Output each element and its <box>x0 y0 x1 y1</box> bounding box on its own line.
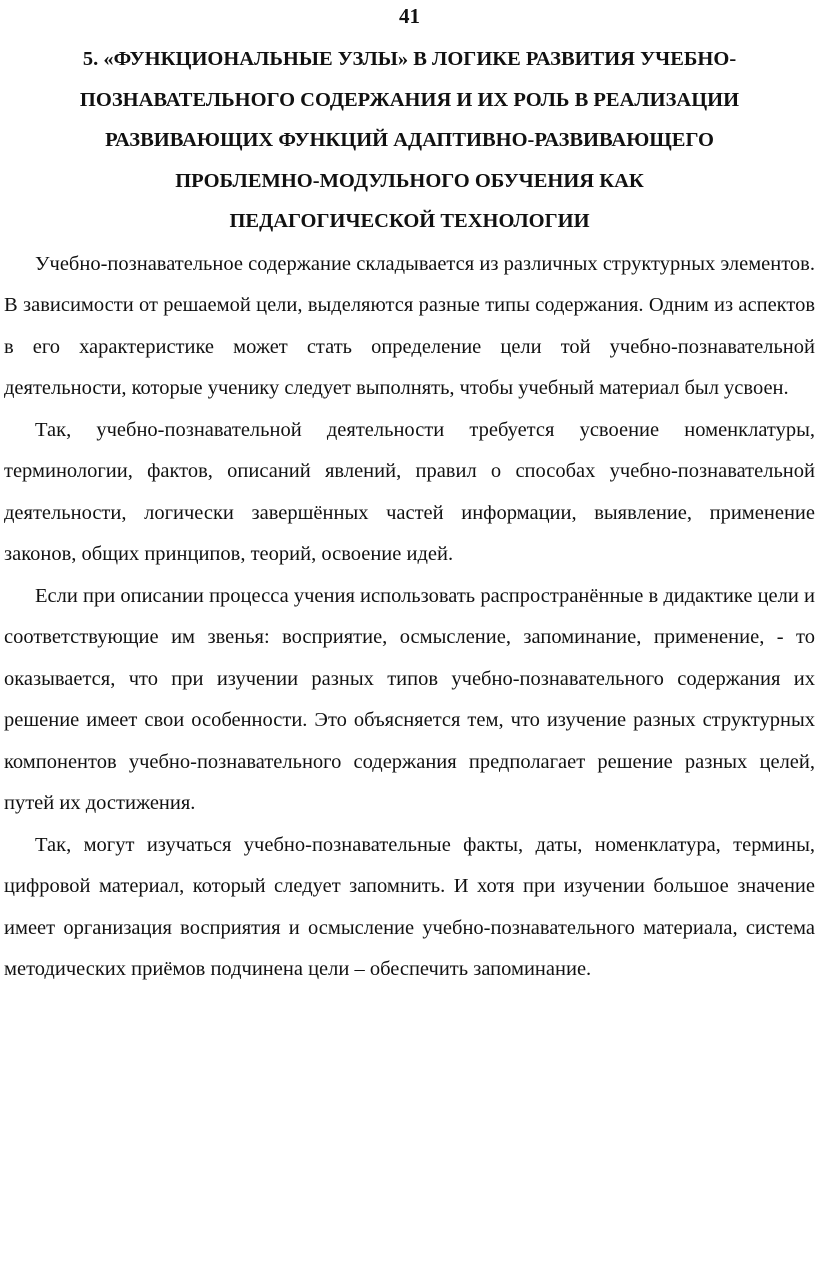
heading-line: ПОЗНАВАТЕЛЬНОГО СОДЕРЖАНИЯ И ИХ РОЛЬ В РЕАЛИЗАЦИИ <box>79 88 740 111</box>
heading-line: ПРОБЛЕМНО-МОДУЛЬНОГО ОБУЧЕНИЯ КАК <box>175 169 644 192</box>
page-number: 41 <box>399 4 420 28</box>
body-paragraph: Если при описании процесса учения использовать распространённые в дидактике цели и соответствующие им звенья: восприятие, осмысление, запоминание, применение, - то оказывается, что при изучении разных типов учебно-познавательного содержания их решение имеет свои особенности. Это объясняется тем, что изучение разных структурных компонентов учебно-познавательного содержания предполагает решение разных целей, путей их достижения. <box>4 584 815 814</box>
body-paragraph: Так, могут изучаться учебно-познавательные факты, даты, номенклатура, термины, цифровой материал, который следует запомнить. И хотя при изучении большое значение имеет организация восприятия и осмысление учебно-познавательного материала, система методических приёмов подчинена цели – обеспечить запоминание. <box>4 833 815 980</box>
body-paragraph: Так, учебно-познавательной деятельности требуется усвоение номенклатуры, терминологии, фактов, описаний явлений, правил о способах учебно-познавательной деятельности, логически завершённых частей информации, выявление, применение законов, общих принципов, теорий, освоение идей. <box>4 418 815 565</box>
heading-line: 5. «ФУНКЦИОНАЛЬНЫЕ УЗЛЫ» В ЛОГИКЕ РАЗВИТИЯ УЧЕБНО- <box>82 48 737 70</box>
body-paragraph: Учебно-познавательное содержание складывается из различных структурных элементов. В зависимости от решаемой цели, выделяются разные типы содержания. Одним из аспектов в его характеристике может стать определение цели той учебно-познавательной деятельности, которые ученику следует выполнять, чтобы учебный материал был усвоен. <box>4 252 815 399</box>
heading-line: РАЗВИВАЮЩИХ ФУНКЦИЙ АДАПТИВНО-РАЗВИВАЮЩЕГО <box>105 129 714 151</box>
heading-line: ПЕДАГОГИЧЕСКОЙ ТЕХНОЛОГИИ <box>229 210 590 232</box>
section-heading <box>4 39 815 242</box>
